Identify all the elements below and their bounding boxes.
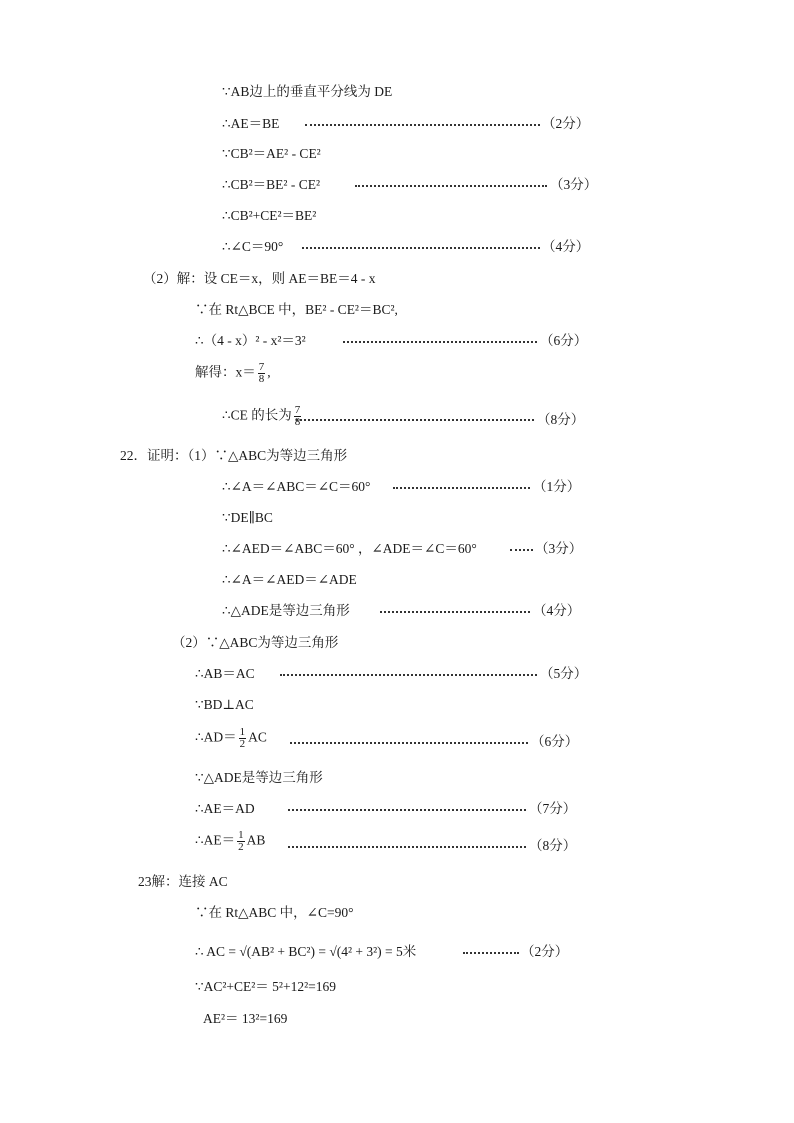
- statement-line: [222, 405, 303, 428]
- score-label: （8分）: [529, 838, 577, 853]
- statement-line: [195, 830, 265, 853]
- sub-question-header: （2）解：设 CE＝x，则 AE＝BE＝4 - x: [143, 271, 376, 286]
- statement-line: [195, 727, 267, 750]
- score-label: （7分）: [529, 801, 577, 816]
- statement-line: ∴CB²+CE²＝BE²: [222, 208, 317, 223]
- text-suffix: ,: [267, 364, 271, 380]
- statement-line: ∵BD⊥AC: [195, 697, 254, 712]
- dot-leader: [302, 247, 540, 249]
- score-label: （4分）: [533, 603, 581, 618]
- sub-question-header: （2）∵△ABC为等边三角形: [172, 635, 339, 650]
- text-prefix: ∴AE＝: [195, 832, 236, 848]
- score-label: （6分）: [540, 333, 588, 348]
- dot-leader: [305, 124, 540, 126]
- statement-line: ∴∠A＝∠ABC＝∠C＝60°: [222, 479, 371, 494]
- score-label: （2分）: [521, 944, 569, 959]
- question-header: 22．证明：（1）∵△ABC为等边三角形: [120, 448, 348, 463]
- question-header: 23解：连接 AC: [138, 874, 228, 889]
- dot-leader: [290, 742, 528, 744]
- text-prefix: ∴AD＝: [195, 729, 237, 745]
- text-prefix: 解得：x＝: [195, 364, 256, 380]
- statement-line: ∵DE∥BC: [222, 510, 273, 525]
- fraction-denominator: 2: [238, 841, 244, 853]
- score-label: （4分）: [542, 239, 590, 254]
- score-label: （6分）: [531, 734, 579, 749]
- dot-leader: [343, 341, 537, 343]
- dot-leader: [288, 846, 526, 848]
- statement-line: ∵AC²+CE²＝ 5²+12²=169: [195, 979, 336, 994]
- fraction: [258, 362, 266, 385]
- score-label: （5分）: [540, 666, 588, 681]
- statement-line: ∴AE＝BE: [222, 116, 280, 131]
- fraction-denominator: 8: [294, 416, 301, 428]
- statement-line: ∵在 Rt△ABC 中，∠C=90°: [195, 905, 354, 920]
- statement-line: ∵CB²＝AE² - CE²: [222, 146, 321, 161]
- statement-line: ∴△ADE是等边三角形: [222, 603, 350, 618]
- fraction-numerator: 1: [239, 726, 246, 738]
- fraction: [294, 405, 302, 428]
- statement-line: ∵AB边上的垂直平分线为 DE: [222, 84, 393, 99]
- statement-line: ∴∠AED＝∠ABC＝60° ，∠ADE＝∠C＝60°: [222, 541, 477, 556]
- fraction-numerator: 7: [294, 404, 301, 416]
- dot-leader: [510, 549, 533, 551]
- dot-leader: [463, 952, 519, 954]
- statement-line: ∴ AC = √(AB² + BC²) = √(4² + 3²) = 5米: [195, 944, 417, 959]
- fraction-denominator: 2: [239, 738, 246, 750]
- statement-line: ∴∠A＝∠AED＝∠ADE: [222, 572, 357, 587]
- statement-line: ∵在 Rt△BCE 中，BE² - CE²＝BC²,: [195, 302, 398, 317]
- statement-line: ∵△ADE是等边三角形: [195, 770, 323, 785]
- statement-line: [195, 362, 271, 385]
- statement-line: ∴CB²＝BE² - CE²: [222, 177, 320, 192]
- dot-leader: [280, 674, 537, 676]
- fraction-numerator: 7: [258, 361, 265, 373]
- statement-line: ∴（4 - x）² - x²＝3²: [195, 333, 306, 348]
- score-label: （2分）: [542, 116, 590, 131]
- fraction: [237, 830, 245, 853]
- fraction-numerator: 1: [238, 829, 244, 841]
- score-label: （3分）: [535, 541, 583, 556]
- text-prefix: ∴CE 的长为: [222, 407, 292, 423]
- statement-line: ∴AB＝AC: [195, 666, 255, 681]
- dot-leader: [393, 487, 530, 489]
- statement-line: ∴AE＝AD: [195, 801, 255, 816]
- score-label: （3分）: [550, 177, 598, 192]
- dot-leader: [288, 809, 526, 811]
- text-suffix: AB: [246, 832, 266, 848]
- fraction: [239, 727, 247, 750]
- fraction-denominator: 8: [258, 373, 265, 385]
- score-label: （1分）: [533, 479, 581, 494]
- dot-leader: [380, 611, 530, 613]
- statement-line: AE²＝ 13²=169: [203, 1011, 288, 1026]
- statement-line: ∴∠C＝90°: [222, 239, 284, 254]
- score-label: （8分）: [537, 412, 585, 427]
- dot-leader: [296, 419, 534, 421]
- text-suffix: AC: [248, 729, 267, 745]
- dot-leader: [355, 185, 547, 187]
